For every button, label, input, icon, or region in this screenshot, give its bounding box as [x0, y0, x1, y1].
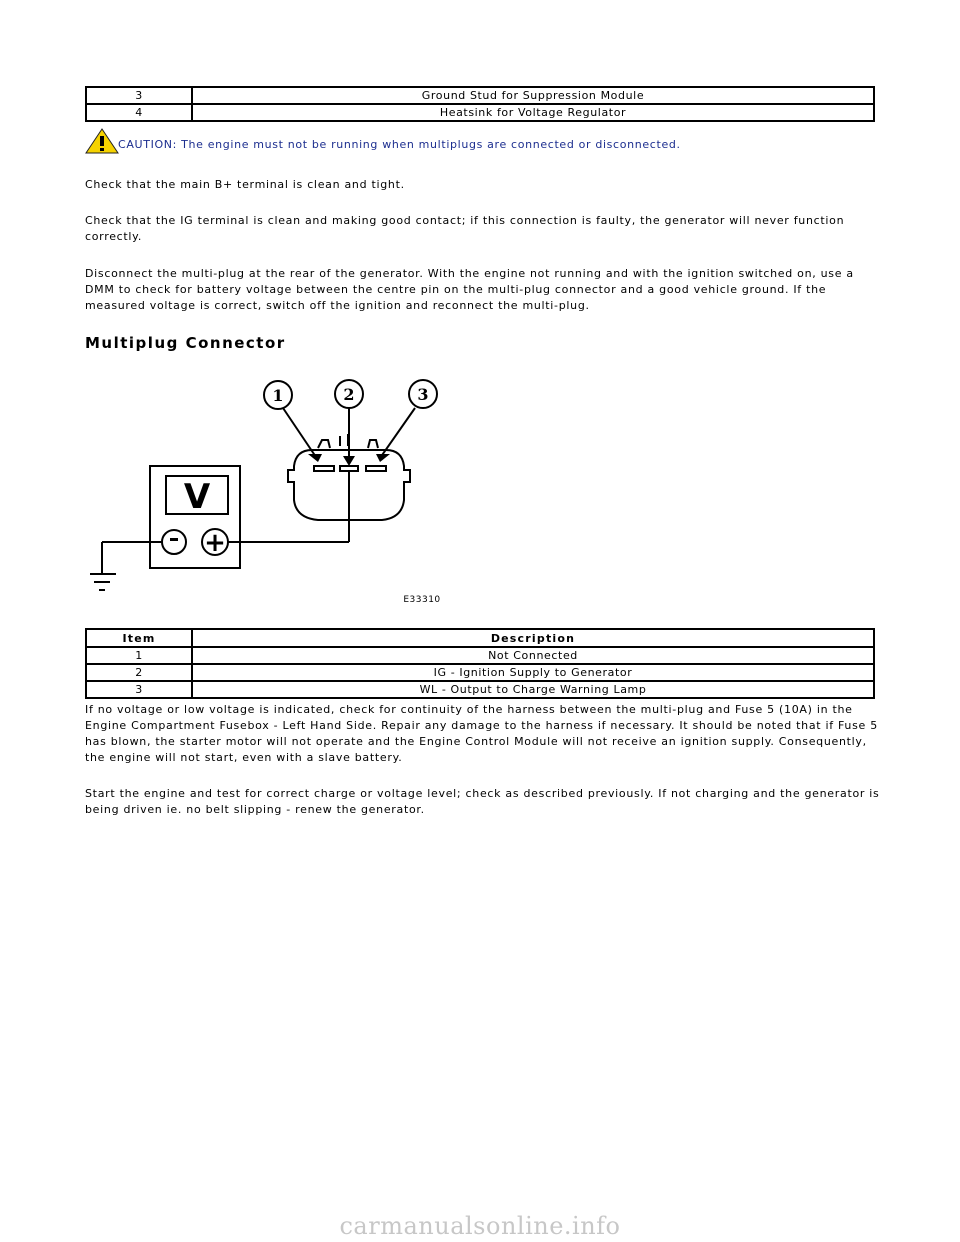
header-description: Description: [192, 629, 874, 647]
paragraph-no-voltage: If no voltage or low voltage is indicated, check for continuity of the harness between the multi-plug and Fuse 5 (10A) in the Engine Compartment Fusebox - Left Hand Side. Repair any damage to the harness if necessary. It should be noted that if Fuse 5 has blown, the starter motor will not operate and the Engine Control Module will not receive an ignition supply. Consequently, the engine will not start, even with a slave battery.: [85, 703, 878, 764]
callout-label-1: 1: [272, 386, 284, 405]
item-cell: 1: [86, 647, 192, 664]
paragraph-terminal-check: Check that the main B+ terminal is clean and tight.: [85, 178, 405, 191]
multiplug-connector-diagram: [90, 370, 470, 610]
watermark-footer: carmanualsonline.info: [339, 1212, 621, 1240]
table-row: [86, 664, 874, 681]
meter-minus: -: [173, 548, 175, 549]
paragraph-disconnect: Disconnect the multi-plug at the rear of the generator. With the engine not running and with the ignition switched on, use a DMM to check for battery voltage between the centre pin on the multi-plug connector and a good vehicle ground. If the measured voltage is correct, switch off the ignition and reconnect the multi-plug.: [85, 267, 854, 312]
table-row: [86, 681, 874, 698]
parts-table-continued: [85, 86, 875, 122]
item-cell: 2: [86, 664, 192, 681]
description-cell: WL - Output to Charge Warning Lamp: [192, 681, 874, 698]
section-heading: Multiplug Connector: [85, 334, 286, 352]
description-cell: Not Connected: [192, 647, 874, 664]
table-row: [86, 87, 874, 104]
meter-letter: V: [183, 477, 211, 517]
description-cell: Heatsink for Voltage Regulator: [192, 104, 874, 121]
description-cell: IG - Ignition Supply to Generator: [192, 664, 874, 681]
paragraph-ig-terminal: Check that the IG terminal is clean and making good contact; if this connection is faulty, the generator will never function correctly.: [85, 214, 845, 243]
table-header-row: [86, 629, 874, 647]
item-cell: 3: [86, 681, 192, 698]
caution-text: CAUTION: The engine must not be running when multiplugs are connected or disconnected.: [118, 138, 681, 151]
table-row: [86, 647, 874, 664]
table-row: [86, 104, 874, 121]
header-item: Item: [86, 629, 192, 647]
paragraph-start-engine: Start the engine and test for correct charge or voltage level; check as described previously. If not charging and the generator is being driven ie. no belt slipping - renew the generator.: [85, 787, 880, 816]
callout-label-2: 2: [343, 385, 355, 404]
callout-label-3: 3: [417, 385, 429, 404]
item-cell: 3: [86, 87, 192, 104]
figure-code: E33310: [403, 595, 441, 605]
warning-triangle-icon: [85, 128, 119, 154]
item-cell: 4: [86, 104, 192, 121]
description-cell: Ground Stud for Suppression Module: [192, 87, 874, 104]
meter-plus: +: [204, 528, 226, 558]
item-description-table: [85, 628, 875, 699]
